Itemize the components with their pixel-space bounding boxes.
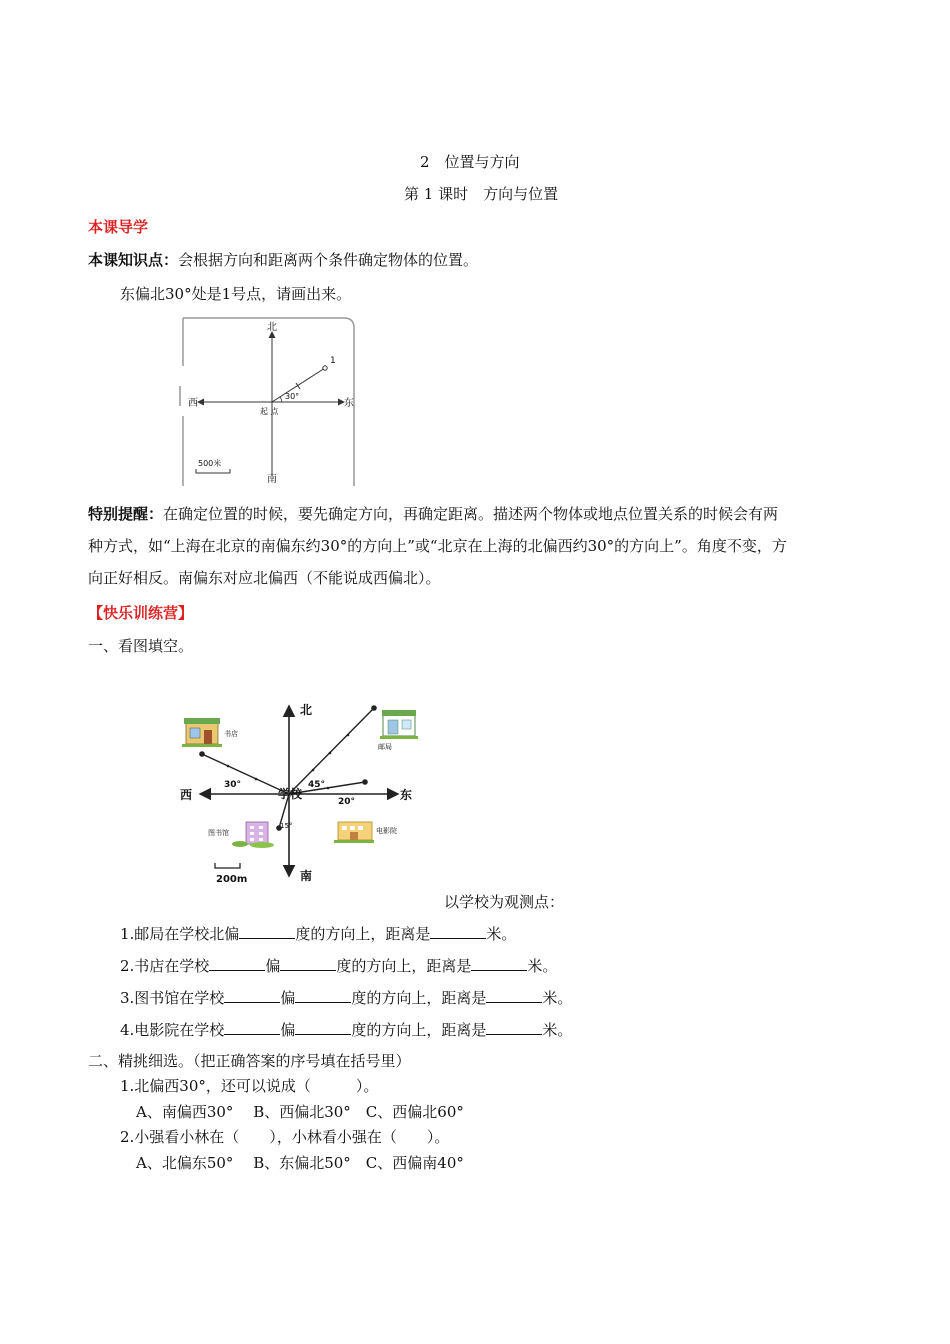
camp-heading: 【快乐训练营】 — [88, 604, 194, 622]
q2-text-a: 2.书店在学校 — [120, 957, 210, 975]
fill-question-1 — [120, 923, 516, 944]
fill-question-3 — [120, 987, 572, 1008]
fig1-angle-label: 30° — [285, 392, 300, 401]
observe-label: 以学校为观测点： — [444, 893, 565, 911]
choice-question-1: 1.北偏西30°，还可以说成（ ）。 — [120, 1077, 379, 1095]
fig2-angle-ne: 45° — [308, 780, 326, 790]
reminder-label: 特别提醒： — [88, 505, 164, 523]
q4-text-b: 偏 — [280, 1021, 296, 1039]
q3-text-a: 3.图书馆在学校 — [120, 989, 225, 1007]
choice-options-1: A、南偏西30° B、西偏北30° C、西偏北60° — [136, 1103, 464, 1121]
example-text: 东偏北30°处是1号点，请画出来。 — [120, 285, 352, 303]
choice-options-2: A、北偏东50° B、东偏北50° C、西偏南40° — [136, 1154, 464, 1172]
q4-blank-distance[interactable] — [486, 1020, 542, 1035]
fig2-angle-west: 30° — [224, 780, 242, 790]
fig2-scale-label: 200m — [216, 874, 248, 885]
fig1-east-label: 东 — [344, 398, 354, 409]
fig1-point-label: 1 — [330, 356, 336, 366]
q3-text-b: 偏 — [280, 989, 296, 1007]
q1-blank-distance[interactable] — [430, 924, 486, 939]
guide-heading: 本课导学 — [88, 218, 149, 236]
reminder-line-3: 向正好相反。南偏东对应北偏西（不能说成西偏北）。 — [88, 569, 441, 587]
q4-text-d: 米。 — [542, 1021, 573, 1039]
q1-blank-degree[interactable] — [239, 924, 295, 939]
section1-title: 一、看图填空。 — [88, 637, 194, 655]
q4-blank-dir1[interactable] — [224, 1020, 280, 1035]
fig2-school-label: 学校 — [278, 787, 303, 801]
knowledge-label: 本课知识点： — [88, 251, 179, 269]
fig2-angle-east: 20° — [338, 797, 356, 807]
q3-blank-dir1[interactable] — [224, 988, 280, 1003]
library-icon — [232, 822, 274, 848]
reminder-paragraph — [88, 498, 863, 594]
fig2-west-label: 西 — [180, 788, 193, 802]
fig2-north-label: 北 — [300, 703, 313, 717]
fig2-postoffice-label: 邮局 — [378, 743, 392, 751]
post-office-icon — [380, 710, 418, 739]
q3-blank-distance[interactable] — [486, 988, 542, 1003]
q1-text-c: 米。 — [486, 925, 517, 943]
lesson-title: 第 1 课时 方向与位置 — [404, 185, 559, 203]
choice-question-2: 2.小强看小林在（ ），小林看小强在（ ）。 — [120, 1128, 450, 1146]
q1-text-b: 度的方向上，距离是 — [295, 925, 431, 943]
fill-question-2 — [120, 955, 557, 976]
q3-blank-degree[interactable] — [295, 988, 351, 1003]
fig1-scale-label: 500米 — [198, 459, 222, 468]
knowledge-text: 会根据方向和距离两个条件确定物体的位置。 — [178, 251, 479, 269]
fig1-origin-label: 起 点 — [260, 407, 279, 416]
fig1-west-label: 西 — [188, 398, 198, 409]
fig2-cinema-label: 电影院 — [376, 827, 397, 835]
bookstore-icon — [182, 718, 222, 747]
fig1-north-label: 北 — [267, 322, 277, 333]
q2-blank-distance[interactable] — [471, 956, 527, 971]
q4-text-a: 4.电影院在学校 — [120, 1021, 225, 1039]
q2-text-d: 米。 — [527, 957, 558, 975]
q4-text-c: 度的方向上，距离是 — [351, 1021, 487, 1039]
direction-figure-2 — [178, 698, 428, 888]
reminder-line-2: 种方式，如“上海在北京的南偏东约30°的方向上”或“北京在上海的北偏西约30°的方向上”。角度不变，方 — [88, 537, 787, 555]
q4-blank-degree[interactable] — [295, 1020, 351, 1035]
fig2-angle-south: 15° — [280, 822, 293, 830]
fig2-east-label: 东 — [400, 788, 413, 802]
q1-text-a: 1.邮局在学校北偏 — [120, 925, 240, 943]
knowledge-point — [88, 249, 478, 270]
fill-question-4 — [120, 1019, 572, 1040]
fig2-library-label: 图书馆 — [208, 829, 229, 837]
direction-figure-1 — [178, 316, 358, 488]
q2-text-b: 偏 — [265, 957, 281, 975]
q2-blank-dir1[interactable] — [209, 956, 265, 971]
reminder-text-1: 在确定位置的时候，要先确定方向，再确定距离。描述两个物体或地点位置关系的时候会有两 — [163, 505, 779, 523]
q2-blank-degree[interactable] — [280, 956, 336, 971]
unit-title: 2 位置与方向 — [420, 153, 520, 171]
section2-title: 二、精挑细选。（把正确答案的序号填在括号里） — [88, 1052, 411, 1070]
fig2-bookstore-label: 书店 — [224, 730, 238, 738]
q3-text-d: 米。 — [542, 989, 573, 1007]
reminder-line-1 — [88, 498, 863, 530]
q2-text-c: 度的方向上，距离是 — [336, 957, 472, 975]
q3-text-c: 度的方向上，距离是 — [351, 989, 487, 1007]
cinema-icon — [334, 822, 374, 843]
fig2-south-label: 南 — [300, 869, 313, 883]
fig1-south-label: 南 — [267, 474, 277, 485]
